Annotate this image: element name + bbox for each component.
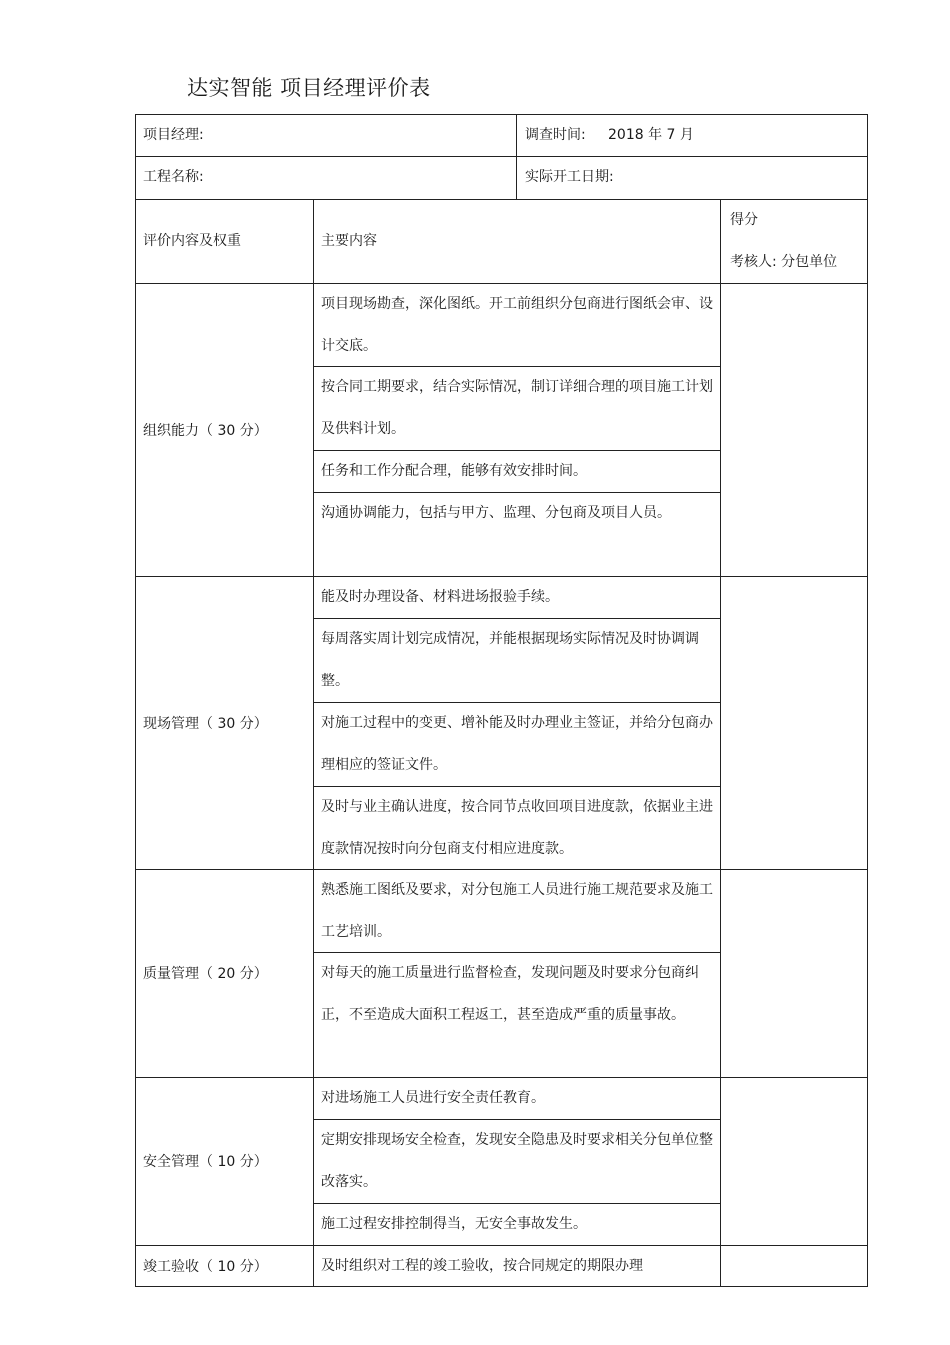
criteria-item: 任务和工作分配合理，能够有效安排时间。	[321, 463, 587, 479]
column-assessor: 考核人: 分包单位	[730, 254, 838, 270]
criteria-item: 能及时办理设备、材料进场报验手续。	[321, 589, 559, 605]
section-name: 质量管理（ 20 分）	[143, 966, 268, 982]
section-name: 组织能力（ 30 分）	[143, 422, 268, 439]
table-rule	[135, 199, 868, 200]
survey-time-label: 调查时间:	[525, 127, 586, 143]
project-name-label: 工程名称:	[143, 169, 204, 185]
table-rule	[720, 199, 721, 1287]
criteria-item: 沟通协调能力，包括与甲方、监理、分包商及项目人员。	[321, 505, 671, 521]
survey-time-value: 2018 年 7 月	[608, 127, 694, 143]
criteria-item: 及时与业主确认进度，按合同节点收回项目进度款，依据业主进度款情况按时向分包商支付相应进度款。	[321, 799, 713, 857]
criteria-item: 施工过程安排控制得当，无安全事故发生。	[321, 1216, 587, 1232]
table-rule	[135, 156, 868, 157]
table-rule	[135, 114, 868, 115]
section-name: 现场管理（ 30 分）	[143, 715, 268, 732]
page-title: 达实智能 项目经理评价表	[187, 76, 431, 100]
column-content: 主要内容	[321, 233, 377, 249]
criteria-item: 每周落实周计划完成情况，并能根据现场实际情况及时协调调整。	[321, 631, 699, 689]
table-rule	[135, 114, 136, 1287]
table-rule	[867, 114, 868, 1287]
project-manager-label: 项目经理:	[143, 127, 204, 143]
criteria-item: 熟悉施工图纸及要求，对分包施工人员进行施工规范要求及施工工艺培训。	[321, 882, 713, 940]
column-score: 得分	[730, 212, 758, 228]
criteria-item: 对每天的施工质量进行监督检查，发现问题及时要求分包商纠正，不至造成大面积工程返工，甚至造成严重的质量事故。	[321, 965, 699, 1023]
criteria-item: 项目现场勘查，深化图纸。开工前组织分包商进行图纸会审、设计交底。	[321, 296, 713, 354]
criteria-item: 定期安排现场安全检查，发现安全隐患及时要求相关分包单位整改落实。	[321, 1132, 713, 1190]
table-rule	[516, 114, 517, 200]
criteria-item: 对施工过程中的变更、增补能及时办理业主签证，并给分包商办理相应的签证文件。	[321, 715, 713, 773]
section-name: 安全管理（ 10 分）	[143, 1154, 268, 1170]
start-date-label: 实际开工日期:	[525, 169, 614, 185]
table-rule	[313, 199, 314, 1287]
section-name: 竣工验收（ 10 分）	[143, 1258, 268, 1275]
criteria-item: 对进场施工人员进行安全责任教育。	[321, 1090, 545, 1106]
column-criteria: 评价内容及权重	[143, 233, 241, 249]
criteria-item: 按合同工期要求，结合实际情况，制订详细合理的项目施工计划及供料计划。	[321, 379, 713, 437]
criteria-item: 及时组织对工程的竣工验收，按合同规定的期限办理	[321, 1258, 643, 1274]
